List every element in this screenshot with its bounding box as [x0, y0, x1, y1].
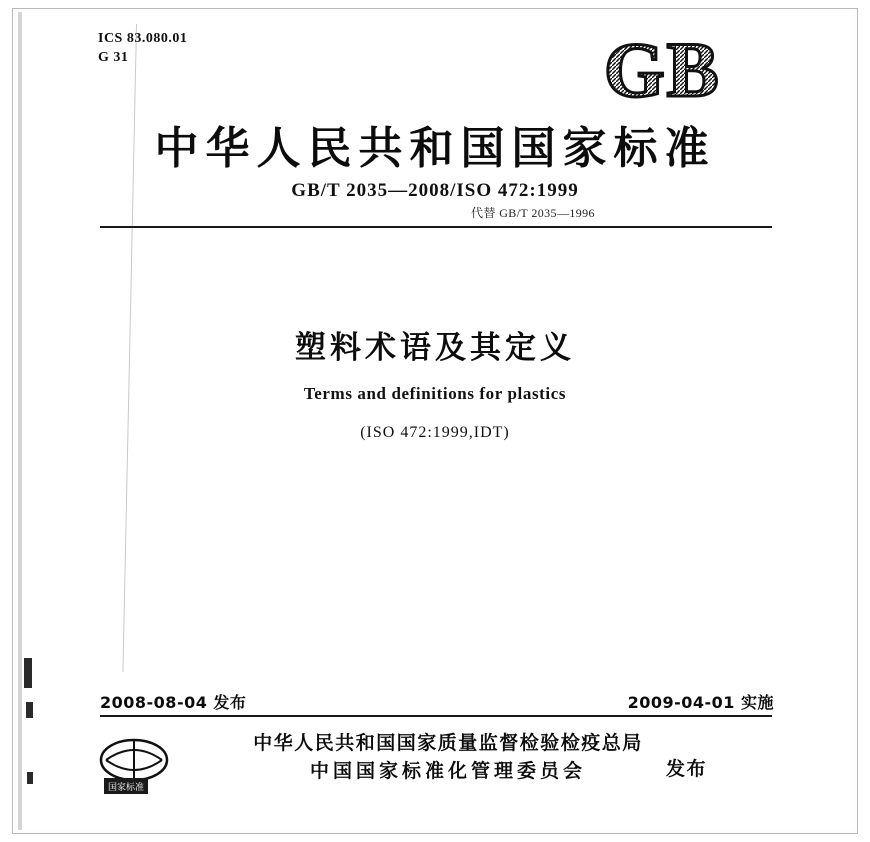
ics-classification — [98, 30, 187, 68]
ics-code: ICS 83.080.01 — [98, 31, 188, 46]
national-standard-title: 中华人民共和国国家标准 — [154, 123, 716, 174]
effective-date: 2009-04-01 实施 — [627, 693, 774, 712]
iso-equivalence-note: (ISO 472:1999,IDT) — [360, 424, 510, 441]
national-emblem-icon — [96, 734, 172, 796]
replaces-text: 代替 GB/T 2035—1996 — [471, 206, 595, 220]
cover-sheet — [18, 12, 852, 830]
scan-artifact-mark — [24, 658, 32, 688]
scan-artifact-mark — [27, 772, 33, 784]
issuer-line-2: 中国国家标准化管理委员会 — [309, 759, 586, 782]
standard-number: GB/T 2035—2008/ISO 472:1999 — [291, 180, 579, 201]
gb-logo — [604, 34, 780, 108]
replaces-note — [18, 204, 852, 221]
issue-date: 2008-08-04 发布 — [100, 693, 247, 712]
svg-text:GB: GB — [604, 34, 721, 108]
issuer-line-1: 中华人民共和国国家质量监督检验检疫总局 — [253, 732, 643, 754]
publish-label: 发布 — [666, 758, 708, 780]
divider-bottom — [100, 715, 772, 717]
svg-text:国家标准: 国家标准 — [107, 783, 145, 793]
scan-artifact-mark — [26, 702, 33, 718]
document-title-en: Terms and definitions for plastics — [303, 384, 567, 403]
ccs-code: G 31 — [98, 49, 129, 65]
document-title-cn: 塑料术语及其定义 — [295, 330, 575, 366]
divider-top — [100, 226, 772, 228]
issuing-authority — [188, 730, 708, 785]
